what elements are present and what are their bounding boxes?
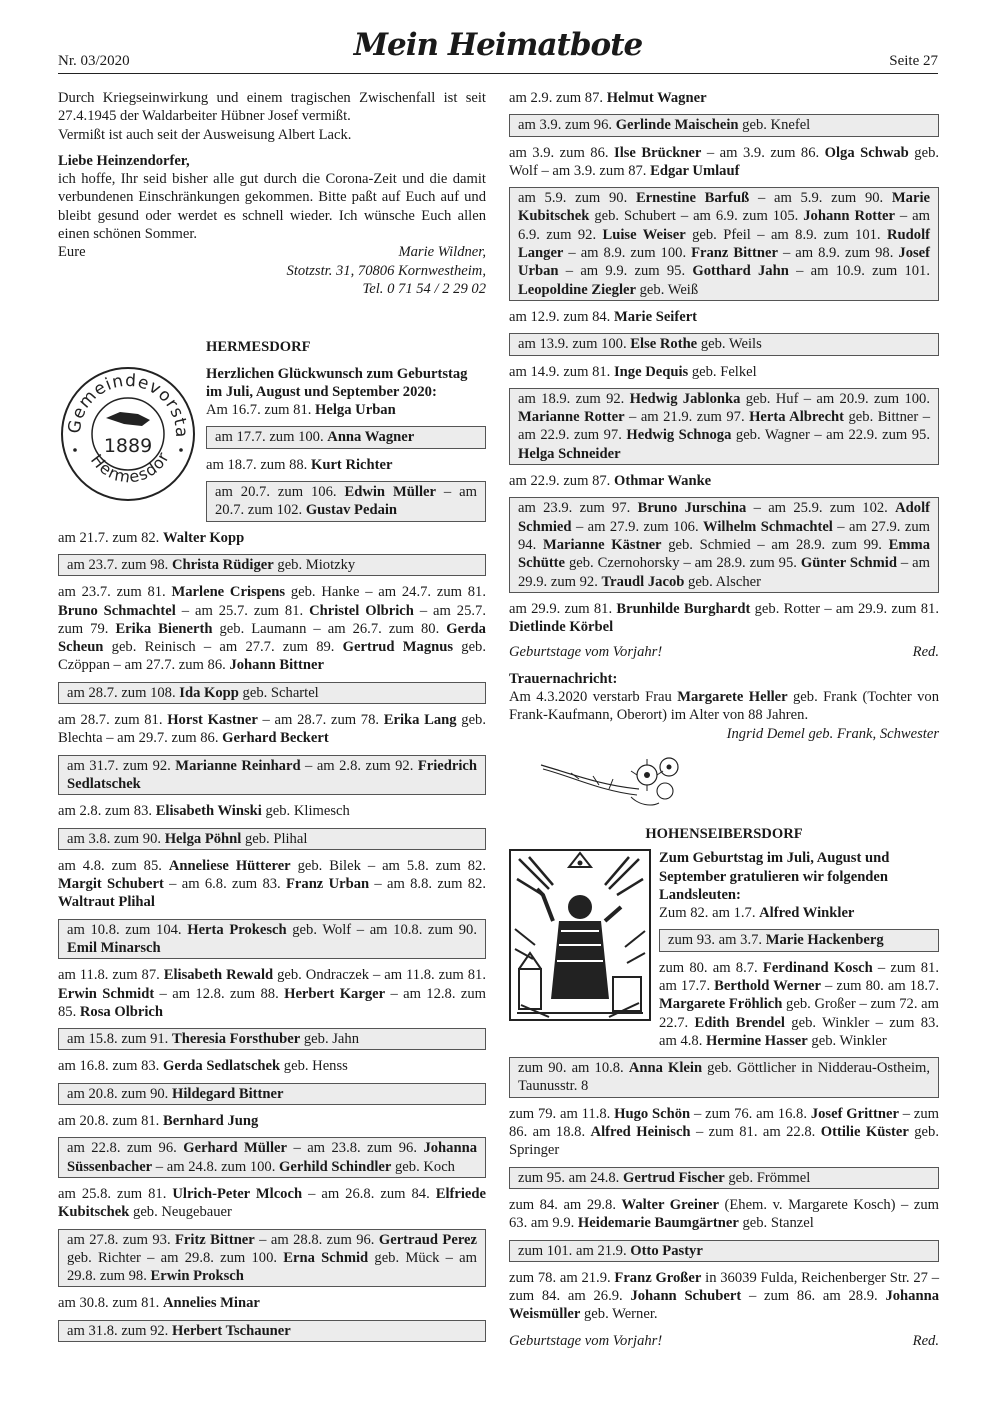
birthday-entry-boxed: am 5.9. zum 90. Ernestine Barfuß – am 5.9. zum 90. Marie Kubitschek geb. Schubert – am 6.9. zum 105. Johann Rotter – am 6.9. zum 92. Luise Weiser geb. Pfeil – am 8.9. zum 101. Rudolf Langer – am 8.9. zum 100. Franz Bittner – am 8.9. zum 98. Josef Urban – am 9.9. zum 95. Gotthard Jahn – am 10.9. zum 101. Leopoldine Ziegler geb. Weiß <box>509 187 939 301</box>
trauer-signature: Ingrid Demel geb. Frank, Schwester <box>726 725 939 742</box>
birthday-entry: am 16.8. zum 83. Gerda Sedlatschek geb. Henss <box>58 1058 348 1075</box>
hermesdorf-entries <box>58 529 486 1342</box>
svg-text:Gemeindevorstand: Gemeindevorsta <box>64 371 192 439</box>
hohenseibersdorf-entries-side <box>659 904 939 1050</box>
red-note-2: Red. <box>912 1332 939 1349</box>
birthday-entry-boxed: am 15.8. zum 91. Theresia Forsthuber geb. Jahn <box>58 1028 486 1050</box>
hermesdorf-congrats: Herzlichen Glückwunsch zum Geburtstag im Juli, August und September 2020: <box>206 365 468 400</box>
letter-closing: Eure <box>58 244 86 261</box>
birthday-entry-boxed: am 27.8. zum 93. Fritz Bittner – am 28.8. zum 96. Gertraud Perez geb. Richter – am 29.8. zum 100. Erna Schmid geb. Mück – am 29.8. zum 98. Erwin Proksch <box>58 1229 486 1288</box>
left-column <box>58 89 486 1349</box>
birthday-entry-boxed: am 17.7. zum 100. Anna Wagner <box>206 426 486 448</box>
letter-greeting: Liebe Heinzendorfer, <box>58 152 190 169</box>
letter-body: ich hoffe, Ihr seid bisher alle gut durch die Corona-Zeit und die damit verbundenen Einschränkungen gekommen. Bitte paßt auf Euch auf und bleibt gesund oder werdet es schnell wieder. Ich wünsche Euch allen einen schönen Sommer. <box>58 171 486 243</box>
signature-name: Marie Wildner, <box>398 244 486 261</box>
page-header <box>58 27 938 74</box>
hermesdorf-entries-sept <box>509 89 939 636</box>
woodcut-image <box>509 849 651 1021</box>
birthday-entry-boxed: am 18.9. zum 92. Hedwig Jablonka geb. Huf – am 20.9. zum 100. Marianne Rotter – am 21.9. zum 97. Herta Albrecht geb. Bittner – am 22.9. zum 97. Hedwig Schnoga geb. Wagner – am 22.9. zum 95. Helga Schneider <box>509 388 939 465</box>
flower-image <box>509 745 939 817</box>
birthday-entry-boxed: am 31.7. zum 92. Marianne Reinhard – am 2.8. zum 92. Friedrich Sedlatschek <box>58 755 486 796</box>
birthday-entry-boxed: am 28.7. zum 108. Ida Kopp geb. Schartel <box>58 682 486 704</box>
birthday-entry-boxed: am 23.7. zum 98. Christa Rüdiger geb. Miotzky <box>58 554 486 576</box>
birthday-entry-boxed: zum 90. am 10.8. Anna Klein geb. Göttlicher in Nidderau-Ostheim, Taunusstr. 8 <box>509 1057 939 1098</box>
birthday-entry-boxed: am 10.8. zum 104. Herta Prokesch geb. Wolf – am 10.8. zum 90. Emil Minarsch <box>58 919 486 960</box>
hohenseibersdorf-head <box>659 849 939 1057</box>
birthday-entry-boxed: am 13.9. zum 100. Else Rothe geb. Weils <box>509 333 939 355</box>
section-title-hohenseibersdorf: HOHENSEIBERSDORF <box>645 825 803 842</box>
hermesdorf-head <box>206 338 486 528</box>
vorjahr-row-1 <box>509 643 939 661</box>
birthday-entry: am 29.9. zum 81. Brunhilde Burghardt geb. Rotter – am 29.9. zum 81. Dietlinde Körbel <box>509 600 940 636</box>
birthday-entry: am 18.7. zum 88. Kurt Richter <box>206 456 393 473</box>
red-note-1: Red. <box>912 644 939 661</box>
birthday-entry: am 3.9. zum 86. Ilse Brückner – am 3.9. zum 86. Olga Schwab geb. Wolf – am 3.9. zum 87. Edgar Umlauf <box>509 144 940 179</box>
birthday-entry-boxed: am 31.8. zum 92. Herbert Tschauner <box>58 1320 486 1342</box>
birthday-entry: Am 16.7. zum 81. Helga Urban <box>206 402 396 419</box>
birthday-entry: am 2.9. zum 87. Helmut Wagner <box>509 90 707 106</box>
gemeindevorstand-seal-icon <box>58 362 198 502</box>
birthday-entry-boxed: zum 93. am 3.7. Marie Hackenberg <box>659 929 939 951</box>
birthday-entry-boxed: am 3.9. zum 96. Gerlinde Maischein geb. Knefel <box>509 114 939 136</box>
birthday-entry: am 28.7. zum 81. Horst Kastner – am 28.7. zum 78. Erika Lang geb. Blechta – am 29.7. zum 86. Gerhard Beckert <box>58 712 487 747</box>
hermesdorf-entries-side <box>206 401 486 521</box>
trauer-title: Trauernachricht: <box>509 670 618 687</box>
page-number: Seite 27 <box>889 53 938 69</box>
issue-number: Nr. 03/2020 <box>58 53 130 69</box>
vorjahr-note-2: Geburtstage vom Vorjahr! <box>509 1332 663 1349</box>
birthday-entry: am 22.9. zum 87. Othmar Wanke <box>509 473 712 490</box>
vorjahr-row-2 <box>509 1332 939 1350</box>
birthday-entry: am 14.9. zum 81. Inge Dequis geb. Felkel <box>509 363 757 380</box>
birthday-entry-boxed: am 22.8. zum 96. Gerhard Müller – am 23.8. zum 96. Johanna Süssenbacher – am 24.8. zum 100. Gerhild Schindler geb. Koch <box>58 1137 486 1178</box>
birthday-entry: am 20.8. zum 81. Bernhard Jung <box>58 1113 259 1130</box>
hohenseibersdorf-intro <box>509 849 939 1057</box>
birthday-entry: Zum 82. am 1.7. Alfred Winkler <box>659 905 855 922</box>
flower-icon <box>539 745 689 813</box>
svg-text:1889: 1889 <box>103 435 153 458</box>
vorjahr-note-1: Geburtstage vom Vorjahr! <box>509 644 663 661</box>
birthday-entry: am 4.8. zum 85. Anneliese Hütterer geb. Bilek – am 5.8. zum 82. Margit Schubert – am 6.8. zum 83. Franz Urban – am 8.8. zum 82. Waltraut Plihal <box>58 857 486 911</box>
birthday-entry: am 11.8. zum 87. Elisabeth Rewald geb. Ondraczek – am 11.8. zum 81. Erwin Schmidt – am 12.8. zum 88. Herbert Karger – am 12.8. zum 85. Rosa Olbrich <box>58 967 486 1020</box>
intro-text-1: Durch Kriegseinwirkung und einem tragischen Zwischenfall ist seit 27.4.1945 der Waldarbeiter Hübner Josef vermißt. <box>58 90 486 125</box>
birthday-entry: am 25.8. zum 81. Ulrich-Peter Mlcoch – am 26.8. zum 84. Elfriede Kubitschek geb. Neugebauer <box>58 1185 486 1221</box>
trauer-body: Am 4.3.2020 verstarb Frau Margarete Heller geb. Frank (Tochter von Frank-Kaufmann, Oberort) im Alter von 88 Jahren. <box>509 689 939 724</box>
hermesdorf-intro <box>58 338 486 528</box>
birthday-entry-boxed: am 20.8. zum 90. Hildegard Bittner <box>58 1083 486 1105</box>
section-title-hermesdorf: HERMESDORF <box>206 339 311 356</box>
birthday-entry-boxed: am 23.9. zum 97. Bruno Jurschina – am 25.9. zum 102. Adolf Schmied – am 27.9. zum 106. Wilhelm Schmachtel – am 27.9. zum 94. Marianne Kästner geb. Schmied – am 28.9. zum 99. Emma Schütte geb. Czernohorsky – am 28.9. zum 95. Günter Schmid – am 29.9. zum 92. Traudl Jacob geb. Alscher <box>509 497 939 592</box>
birthday-entry: am 23.7. zum 81. Marlene Crispens geb. Hanke – am 24.7. zum 81. Bruno Schmachtel – am 25.7. zum 81. Christel Olbrich – am 25.7. zum 79. Erika Bienerth geb. Laumann – am 26.7. zum 80. Gerda Scheun geb. Reinisch – am 27.7. zum 89. Gertrud Magnus geb. Czöppan – am 27.7. zum 86. Johann Bittner <box>58 584 486 674</box>
signature-address: Stotzstr. 31, 70806 Kornwestheim, <box>286 262 486 279</box>
woodcut-figure-icon <box>509 849 651 1021</box>
publication-title: Mein Heimatbote <box>353 27 643 63</box>
birthday-entry: zum 78. am 21.9. Franz Großer in 36039 Fulda, Reichenberger Str. 27 – zum 84. am 26.9. Johann Schubert – zum 86. am 28.9. Johanna Weismüller geb. Werner. <box>509 1269 939 1323</box>
header-rule <box>58 73 938 74</box>
hohenseibersdorf-congrats: Zum Geburtstag im Juli, August und September gratulieren wir folgenden Landsleuten: <box>659 850 890 903</box>
hohenseibersdorf-entries <box>509 1057 939 1324</box>
intro-text-2: Vermißt ist auch seit der Ausweisung Albert Lack. <box>58 126 352 143</box>
birthday-entry: zum 84. am 29.8. Walter Greiner (Ehem. v. Margarete Kosch) – zum 63. am 9.9. Heidemarie Baumgärtner geb. Stanzel <box>509 1196 939 1232</box>
birthday-entry: zum 80. am 8.7. Ferdinand Kosch – zum 81. am 17.7. Berthold Werner – zum 80. am 18.7. Margarete Fröhlich geb. Großer – zum 72. am 22.7. Edith Brendel geb. Winkler – zum 83. am 4.8. Hermine Hasser geb. Winkler <box>659 959 940 1049</box>
birthday-entry: am 30.8. zum 81. Annelies Minar <box>58 1295 260 1312</box>
birthday-entry-boxed: zum 95. am 24.8. Gertrud Fischer geb. Frömmel <box>509 1167 939 1189</box>
birthday-entry: zum 79. am 11.8. Hugo Schön – zum 76. am 16.8. Josef Grittner – zum 86. am 18.8. Alfred Heinisch – zum 81. am 22.8. Ottilie Küster geb. Springer <box>509 1105 939 1159</box>
birthday-entry: am 2.8. zum 83. Elisabeth Winski geb. Klimesch <box>58 803 350 820</box>
signature-phone: Tel. 0 71 54 / 2 29 02 <box>362 280 486 297</box>
right-column <box>509 89 939 1350</box>
birthday-entry: am 12.9. zum 84. Marie Seifert <box>509 308 698 325</box>
birthday-entry-boxed: zum 101. am 21.9. Otto Pastyr <box>509 1240 939 1262</box>
seal-image <box>58 362 198 502</box>
letter-closing-row <box>58 243 486 261</box>
birthday-entry-boxed: am 3.8. zum 90. Helga Pöhnl geb. Plihal <box>58 828 486 850</box>
birthday-entry-boxed: am 20.7. zum 106. Edwin Müller – am 20.7. zum 102. Gustav Pedain <box>206 481 486 522</box>
svg-text:Hermesdorf: Hermesdor <box>87 448 174 488</box>
birthday-entry: am 21.7. zum 82. Walter Kopp <box>58 529 245 546</box>
